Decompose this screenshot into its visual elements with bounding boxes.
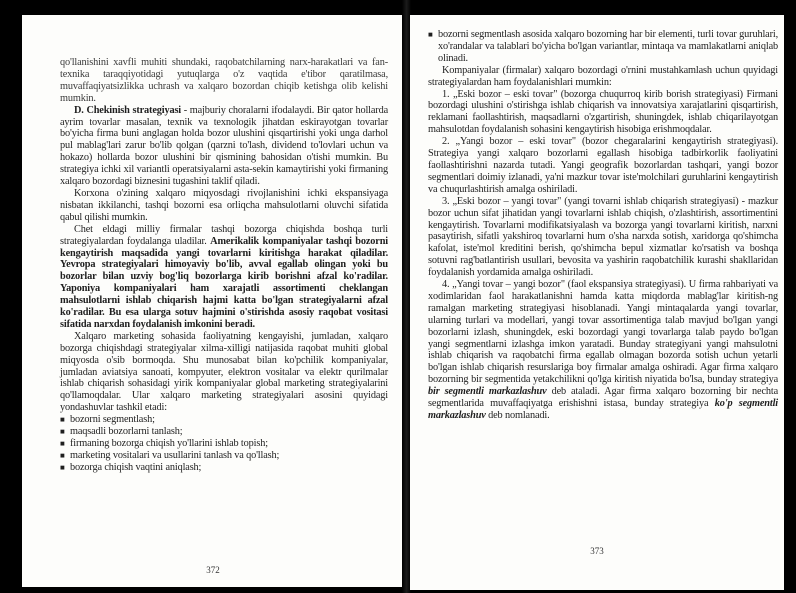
paragraph-expansion: Korxona o'zining xalqaro miqyosdagi rivojlanishini ichki ekspansiyaga nisbatan ikkilanchi, tashqi bozorni esa orliqcha mahsulotlarni oluvchi sifatida qabul qilishi mumkin. [60,187,388,223]
strategy-4-paragraph [428,279,778,422]
list-item: ■ bozorni segmentlash asosida xalqaro bozorning har bir elementi, turli tovar guruhlari, xo'randalar va talablari bo'yicha bo'lgan variantlar, mintaqa va mamlakatlarni aniqlab olinadi. [428,29,778,65]
approaches-list [60,414,388,474]
strategy-1-paragraph: 1. „Eski bozor – eski tovar" (bozorga chuqurroq kirib borish strategiyasi) Firmani bozordagi ulushini o'stirishga ishlab chiqarish va innovatsiya xarajatlarini qisqartirish, reklamani faollashtirish, maqsadlarni o'zgartirish, shuningdek, ishlab chiqarilayotgan mahsulotdan foydalanish sohasini kengaytirish hisobiga erishmoqdalar. [428,88,778,136]
strategy-4-end-text: deb nomlanadi. [485,410,550,421]
strategy-4-text: 4. „Yangi tovar – yangi bozor" (faol ekspansiya strategiyasi). U firma rahbariyati va xodimlaridan faol harakatlanishni hamda katta miqdorda mablag'lar kiritish-ng ramalgan marketing strategiyasi hisoblanadi. Yangi mintaqalarda yangi tovarlar, ularning turlari va modellari, yangi tovar assortimentiga talab mavjud bo'lgan yangi bozorlarni izlash, shuningdek, eski bozordagi yangi tovarlarga talab paydo bo'lgan yangi segmentlarni izlashga imkon yaratadi. Bunday strategiyani yangi mahsulotni ishlab chiqarish va raqobatchi firma egallab olmagan bozorda sotish uchun yetarli bo'lgan ishlab chiqarish resurslariga boy firmalar amalga oshiradi. Agar firma xalqaro bozorning bir segmentida yetakchilikni qo'lga kiritish niyatida bo'lsa, bunday strategiya [428,279,778,386]
list-item: ■ maqsadli bozorlarni tanlash; [60,426,388,438]
withdrawal-strategy-text: - majburiy choralarni ifodalaydi. Bir qator hollarda ayrim tovarlar masalan, texnik va texnologik jihatdan eskirayotgan tovarlar bo'yicha firma buni anglagan holda bozor ulushini qisqartirishi yoki unga darhol pul mablag'lari zarur bo'lib qolgan (qarzni to'lash, dividend to'lovlari uchun va hokazo) hollarda bozor ulushini bir qismining bahosidan o'tishi mumkin. Bu strategiya ichki xil variantli operatsiyalarni asta-sekin kamaytirishi yoki firmaning xalqaro bozordagi biznesini tugashini taklif qiladi. [60,104,388,188]
withdrawal-strategy-paragraph [60,105,388,188]
intro-paragraph: qo'llanishini xavfli muhiti shundaki, raqobatchilarning narx-harakatlari va fan-texnika taraqqiyotidagi yutuqlarga o'z vaqtida e'tibor qaratilmasa, muvaffaqiyatsizlikka uchrash va xalqaro bozordan chiqib ketishga olib kelishi mumkin. [60,57,388,104]
term-single-segment: bir segmentli markazlashuv [428,386,547,398]
withdrawal-strategy-heading: D. Chekinish strategiyasi [74,104,182,116]
foreign-firms-text: Chet eldagi milliy firmalar tashqi bozorga chiqishda boshqa turli strategiyalardan foydalanga uladilar. [60,223,388,247]
list-item: ■ marketing vositalari va usullarini tanlash va qo'llash; [60,450,388,462]
paragraph-foreign-firms [60,224,388,331]
foreign-firms-bold-text: Amerikalik kompaniyalar tashqi bozorni kengaytirish maqsadida yangi tovarlarni kiritishga harakat qiladilar. Yevropa strategiyalari himoyaviy bo'lib, avval egallab olingan yoki bu bozorlar bilan uzviy bog'liq bozorlarga kirib borishni afzal ko'radilar. Yaponiya kompaniyalari ham xarajatli assortimenti cheklangan mahsulotlarni ishlab chiqarish hajmi katta bo'lgan strategiyalarni afzal ko'radilar. Bu esa ularga sotuv hajmini o'stirishda asosiy raqobat vositasi sifatida narxdan foydalanish imkonini beradi. [60,235,388,330]
page-number: 373 [590,546,604,556]
list-item: ■ bozorga chiqish vaqtini aniqlash; [60,462,388,474]
list-item: ■ firmaning bozorga chiqish yo'llarini ishlab topish; [60,438,388,450]
page-number: 372 [206,565,220,575]
right-page [410,15,784,590]
list-item: ■ bozorni segmentlash; [60,414,388,426]
left-page [22,15,404,587]
segmentation-list [428,29,778,65]
strategy-3-paragraph: 3. „Eski bozor – yangi tovar" (yangi tovarni ishlab chiqarish strategiyasi) - mazkur bozor uchun sifat jihatidan yangi tovarlarni ishlab chiqish, o'zlashtirish, assortimentini kengaytirish. Tovarlarni modifikatsiyalash va bozorga yangi tovarlarni kiritish, narxni pasaytirish, sifatli yakshiroq tovarlarni hum o'sha narxda sotish, xaridorga qo'shimcha kafolat, iste'mol kreditini berish, qo'shimcha bepul xizmatlar ko'rsatish va boshqa sotuvni rag'batlantirish usullari, bevosita va yashirin raqobatchilik kurashi shakllaridan foydalanish yordamida amalga oshiriladi. [428,195,778,279]
strategy-4-mid-text: deb ataladi. Agar firma xalqaro bozorning bir nechta segmentlarida muvaffaqiyatga erishishni istasa, bunday strategiya [428,386,778,410]
paragraph-global-marketing: Xalqaro marketing sohasida faoliyatning kengayishi, jumladan, xalqaro bozorga chiqishdagi strategiyalar xilma-xilligi natijasida raqobat muhiti global miqyosda o'sib bormoqda. Shu munosabat bilan ko'pchilik kompaniyalar, jumladan aviatsiya sanoati, kompyuter, elektron vositalar va elektr qurilmalar ishlab chiqarish sohasidagi yirik kompaniyalar global marketing strategiyalarini qo'llamoqdalar. Ular xalqaro marketing strategiyalari asosini quyidagi yondashuvlar tashkil etadi: [60,330,388,414]
paragraph-strategies-intro: Kompaniyalar (firmalar) xalqaro bozordagi o'rnini mustahkamlash uchun quyidagi strategiyalardan ham foydalanishlari mumkin: [428,64,778,88]
term-multi-segment: ko'p segmentli markazlashuv [428,398,778,421]
strategy-2-paragraph: 2. „Yangi bozor – eski tovar" (bozor chegaralarini kengaytirish strategiyasi). Strategiya yangi xalqaro bozorlarni egallash hisobiga tadbirkorlik faoliyatini faollashtirishni nazarda tutadi. Yangi geografik bozorlardan tashqari, yangi bozor segmentlari doimiy izlanadi, ya'ni mazkur tovar iste'molchilari guruhlarini kengaytirish va chuqurlashtirish amalga oshiriladi. [428,136,778,195]
